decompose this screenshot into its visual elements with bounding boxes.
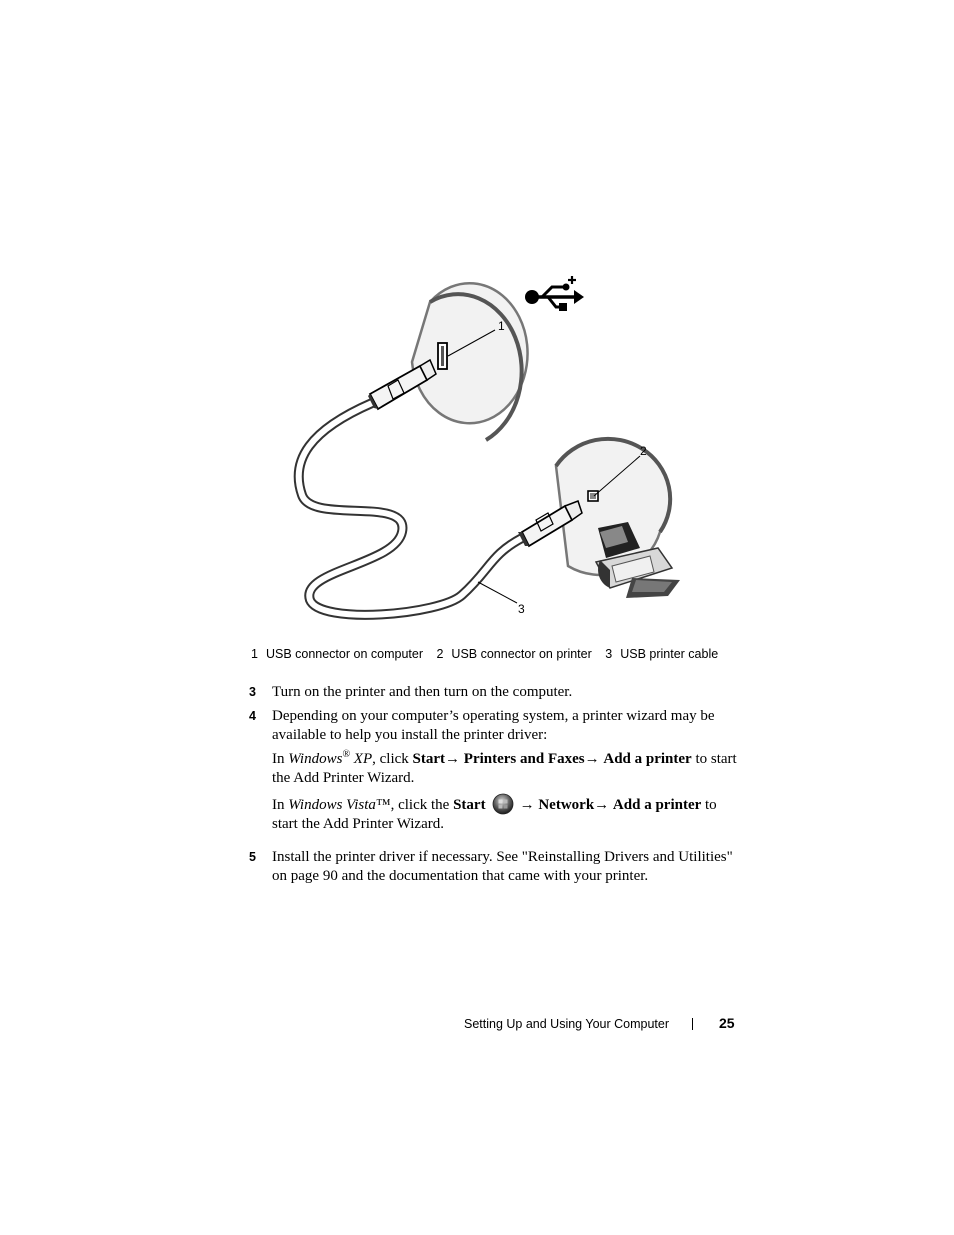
- legend-item: [436, 647, 591, 661]
- step-4: [249, 707, 739, 834]
- printers-and-faxes-label: Printers and Faxes: [463, 751, 585, 767]
- legend-label: USB connector on printer: [451, 647, 592, 661]
- add-a-printer-label: Add a printer: [612, 797, 702, 813]
- windows-vista-instructions: [272, 793, 739, 834]
- section-title: Setting Up and Using Your Computer: [464, 1017, 669, 1031]
- step-text: Turn on the printer and then turn on the computer.: [272, 684, 573, 700]
- callout-1: 1: [498, 319, 505, 333]
- text-run: to start the Add Printer Wizard.: [272, 751, 737, 786]
- step-number: 5: [249, 850, 256, 864]
- trademark: ™: [375, 797, 391, 813]
- arrow-icon: →: [519, 797, 539, 813]
- callout-2: 2: [640, 444, 647, 458]
- step-number: 4: [249, 709, 256, 723]
- network-label: Network: [538, 797, 595, 813]
- step-number: 3: [249, 685, 256, 699]
- usb-printer-cable: [299, 403, 522, 615]
- windows-xp-instructions: [272, 750, 739, 788]
- os-version: XP: [350, 751, 373, 767]
- legend-number: 2: [436, 647, 444, 661]
- usb-printer-figure: [250, 270, 750, 630]
- figure-legend: [251, 647, 751, 661]
- registered-mark: ®: [342, 749, 351, 760]
- page-number: 25: [719, 1015, 735, 1031]
- legend-item: [605, 647, 718, 661]
- arrow-icon: →: [445, 751, 464, 767]
- legend-label: USB connector on computer: [265, 647, 423, 661]
- start-menu-label: Start: [453, 797, 486, 813]
- text-run: , click the: [390, 797, 454, 813]
- legend-label: USB printer cable: [620, 647, 719, 661]
- legend-number: 3: [605, 647, 613, 661]
- os-name: Windows Vista: [288, 797, 376, 813]
- footer-divider: [692, 1018, 693, 1030]
- text-run: In: [272, 797, 289, 813]
- step-5: [249, 848, 739, 886]
- step-text: Depending on your computer’s operating system, a printer wizard may be available to help you install the printer driver:: [272, 708, 715, 743]
- legend-number: 1: [251, 647, 258, 661]
- text-run: to start the Add Printer Wizard.: [272, 797, 717, 832]
- step-text: Install the printer driver if necessary. See "Reinstalling Drivers and Utilities" on page 90 and the documentation that came with your printer.: [272, 849, 733, 884]
- callout-leader-3: [478, 582, 517, 603]
- start-menu-label: Start: [412, 751, 446, 767]
- os-name: Windows: [288, 751, 343, 767]
- arrow-icon: →: [594, 797, 613, 813]
- step-3: [249, 683, 739, 702]
- windows-start-orb-icon: [492, 793, 514, 815]
- text-run: In: [272, 751, 289, 767]
- arrow-icon: →: [584, 751, 604, 767]
- legend-item: [251, 647, 423, 661]
- procedure-steps: [249, 683, 739, 891]
- text-run: , click: [372, 751, 413, 767]
- usb-icon: [525, 276, 584, 311]
- callout-3: 3: [518, 602, 525, 616]
- add-a-printer-label: Add a printer: [603, 751, 692, 767]
